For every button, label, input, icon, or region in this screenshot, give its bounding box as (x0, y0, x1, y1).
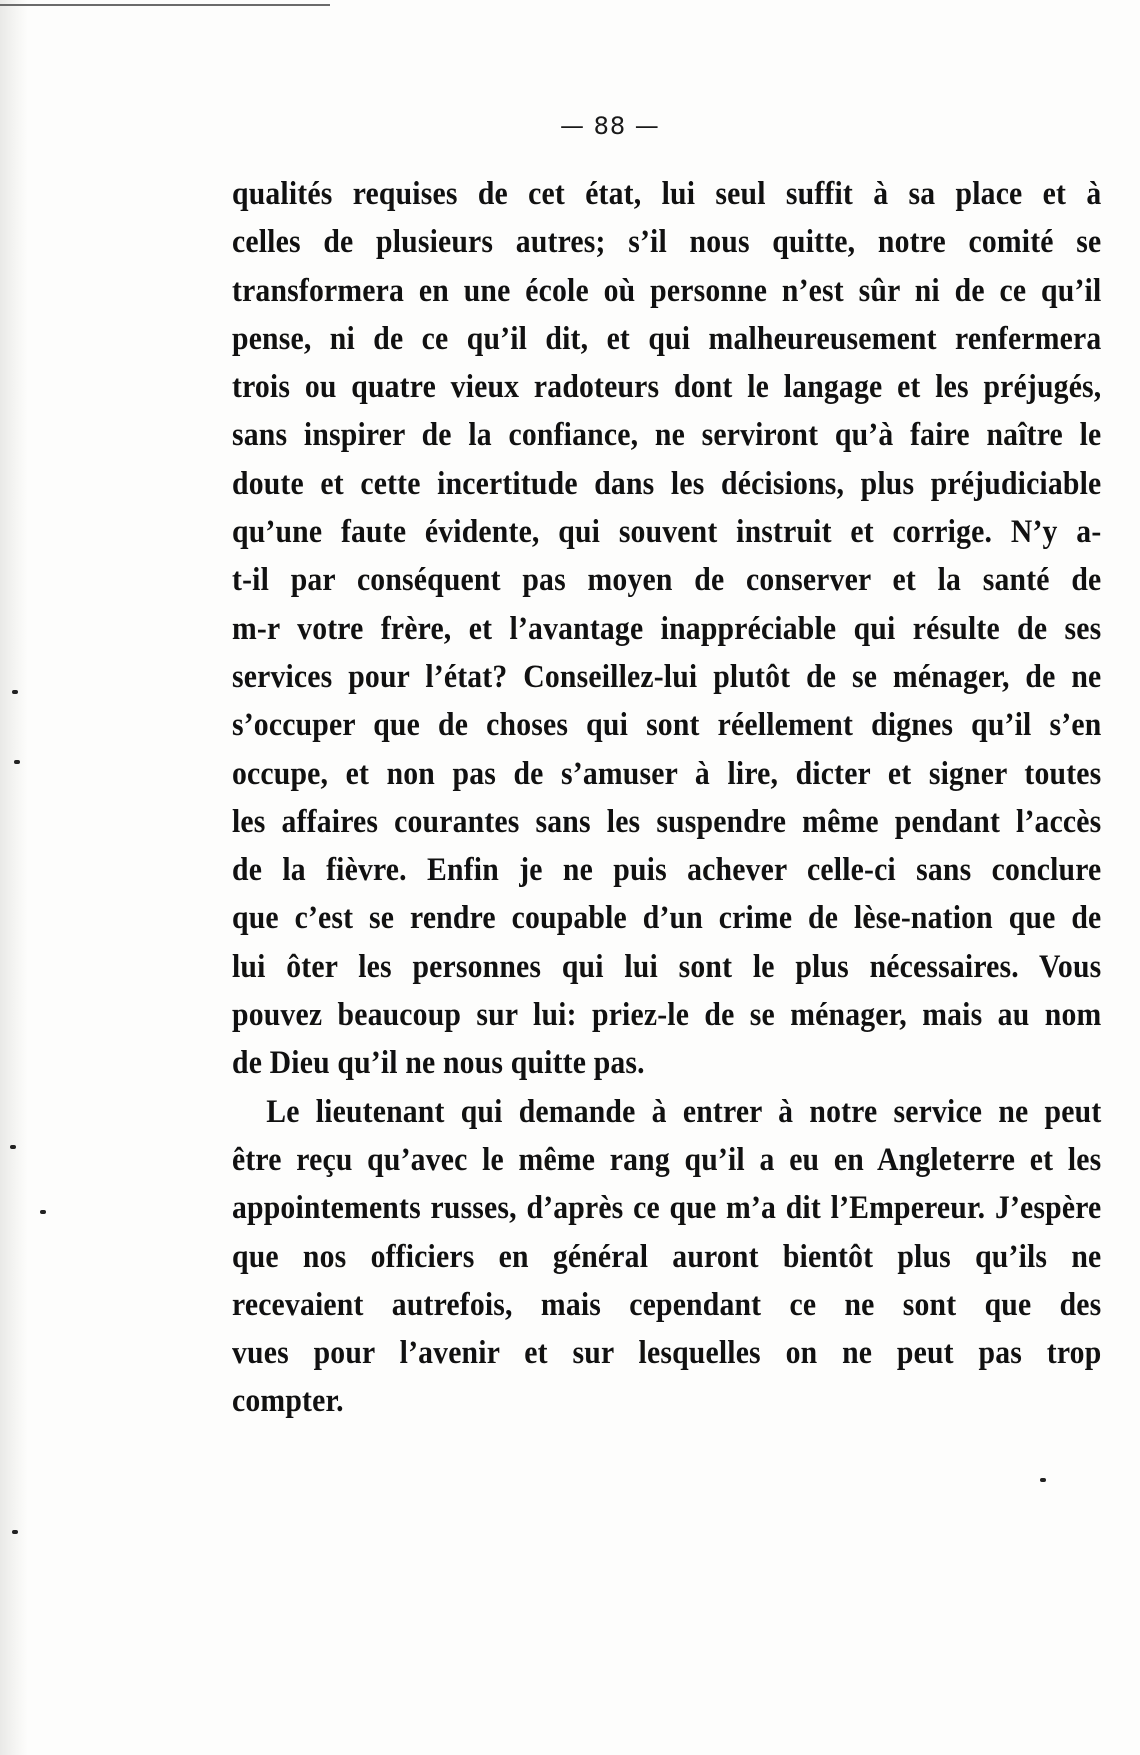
text-line: celles de plusieurs autres; s’il nous quitte, notre comité se (232, 224, 1102, 261)
text-line: que nos officiers en général auront bientôt plus qu’ils ne (232, 1238, 1102, 1275)
text-line: transformera en une école où personne n’est sûr ni de ce qu’il (232, 272, 1102, 309)
text-line: qualités requises de cet état, lui seul suffit à sa place et à (232, 176, 1102, 212)
text-line: pouvez beaucoup sur lui: priez-le de se ménager, mais au nom (232, 997, 1102, 1034)
page-number: — 88 — (560, 112, 660, 140)
text-line: pense, ni de ce qu’il dit, et qui malheureusement renfermera (232, 320, 1102, 357)
scan-speck (10, 1145, 16, 1149)
text-line: compter. (232, 1383, 344, 1420)
text-line: Le lieutenant qui demande à entrer à notre service ne peut (266, 1093, 1102, 1130)
text-line: trois ou quatre vieux radoteurs dont le langage et les préjugés, (232, 369, 1102, 406)
scan-speck (1040, 1478, 1046, 1482)
text-line: être reçu qu’avec le même rang qu’il a eu en Angleterre et les (232, 1141, 1102, 1178)
text-line: t-il par conséquent pas moyen de conserver et la santé de (232, 562, 1102, 599)
scan-speck (12, 690, 18, 694)
text-line: les affaires courantes sans les suspendre même pendant l’accès (232, 803, 1102, 840)
text-line: vues pour l’avenir et sur lesquelles on ne peut pas trop (232, 1335, 1102, 1372)
top-rule (0, 4, 330, 6)
text-line: m-r votre frère, et l’avantage inappréciable qui résulte de ses (232, 610, 1102, 647)
text-line: services pour l’état? Conseillez-lui plutôt de se ménager, de ne (232, 658, 1102, 695)
scan-speck (14, 760, 20, 764)
text-line: occupe, et non pas de s’amuser à lire, dicter et signer toutes (232, 755, 1102, 792)
scan-speck (12, 1530, 18, 1534)
scan-edge-shadow (0, 0, 28, 1755)
scan-speck (40, 1210, 46, 1214)
body-text (232, 170, 1102, 1426)
text-line: appointements russes, d’après ce que m’a dit l’Empereur. J’espère (232, 1190, 1102, 1227)
text-line: de la fièvre. Enfin je ne puis achever celle-ci sans conclure (232, 852, 1102, 889)
text-line: s’occuper que de choses qui sont réellement dignes qu’il s’en (232, 707, 1102, 744)
text-line: de Dieu qu’il ne nous quitte pas. (232, 1045, 645, 1082)
text-line: sans inspirer de la confiance, ne serviront qu’à faire naître le (232, 417, 1102, 454)
text-line: recevaient autrefois, mais cependant ce ne sont que des (232, 1286, 1102, 1323)
text-line: doute et cette incertitude dans les décisions, plus préjudiciable (232, 465, 1102, 502)
text-line: qu’une faute évidente, qui souvent instruit et corrige. N’y a- (232, 514, 1102, 551)
text-line: que c’est se rendre coupable d’un crime de lèse-nation que de (232, 900, 1102, 937)
text-line: lui ôter les personnes qui lui sont le plus nécessaires. Vous (232, 948, 1102, 985)
